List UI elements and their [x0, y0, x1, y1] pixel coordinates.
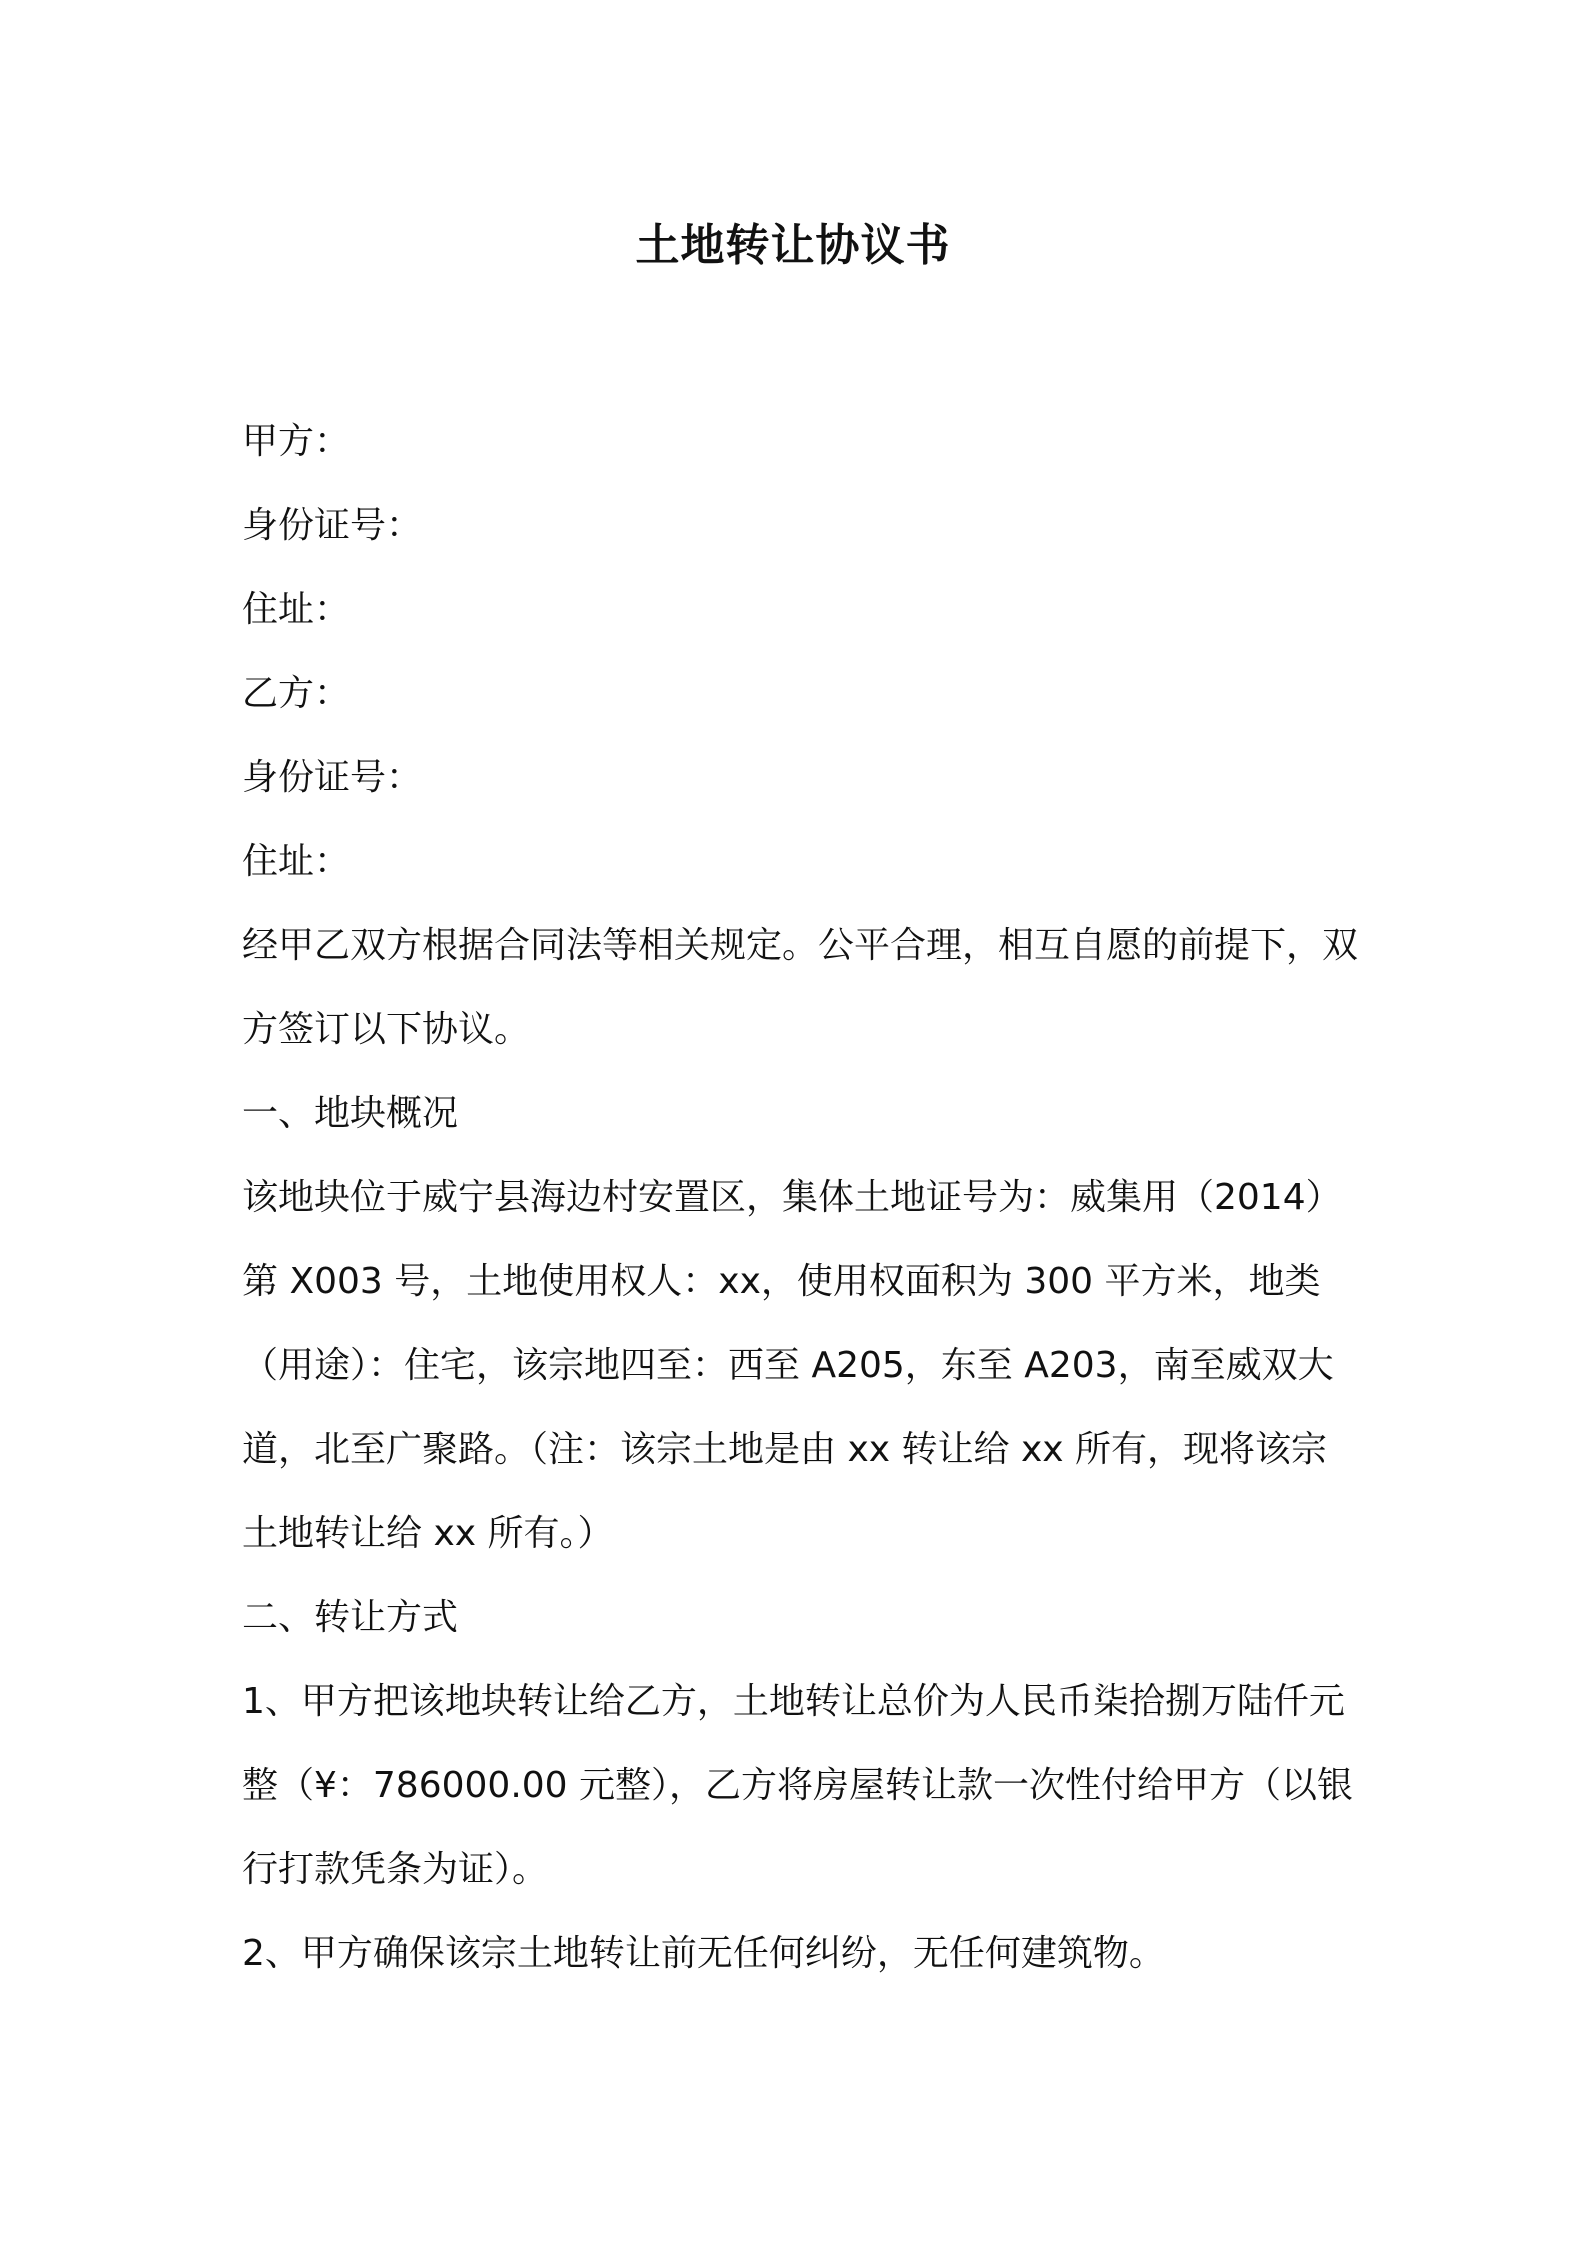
section-paragraph-transfer-1: 1、甲方把该地块转让给乙方，土地转让总价为人民币柒拾捌万陆仟元整（¥：786000.00 元整），乙方将房屋转让款一次性付给甲方（以银行打款凭条为证）。 — [242, 1681, 1354, 1890]
section-heading-transfer-method: 二、转让方式 — [242, 1597, 459, 1638]
document-title: 土地转让协议书 — [635, 220, 951, 271]
party-b-id-label: 身份证号： — [242, 757, 423, 798]
party-a-name-label: 甲方： — [242, 421, 351, 462]
intro-paragraph: 经甲乙双方根据合同法等相关规定。公平合理，相互自愿的前提下，双方签订以下协议。 — [242, 925, 1359, 1050]
party-b-name-label: 乙方： — [242, 673, 351, 714]
section-heading-land-overview: 一、地块概况 — [242, 1093, 459, 1134]
party-b-address-label: 住址： — [242, 841, 351, 882]
party-a-id-label: 身份证号： — [242, 505, 423, 546]
section-paragraph-land-overview: 该地块位于威宁县海边村安置区，集体土地证号为：威集用（2014）第 X003 号，土地使用权人：xx，使用权面积为 300 平方米，地类（用途）：住宅，该宗地四至：西至 A205，东至 A203，南至威双大道，北至广聚路。（注：该宗土地是由 xx 转让给 xx 所有，现将该宗土地转让给 xx 所有。） — [242, 1177, 1342, 1554]
party-a-address-label: 住址： — [242, 589, 351, 630]
section-paragraph-transfer-2: 2、甲方确保该宗土地转让前无任何纠纷，无任何建筑物。 — [242, 1933, 1165, 1974]
document-body — [242, 400, 1362, 1996]
